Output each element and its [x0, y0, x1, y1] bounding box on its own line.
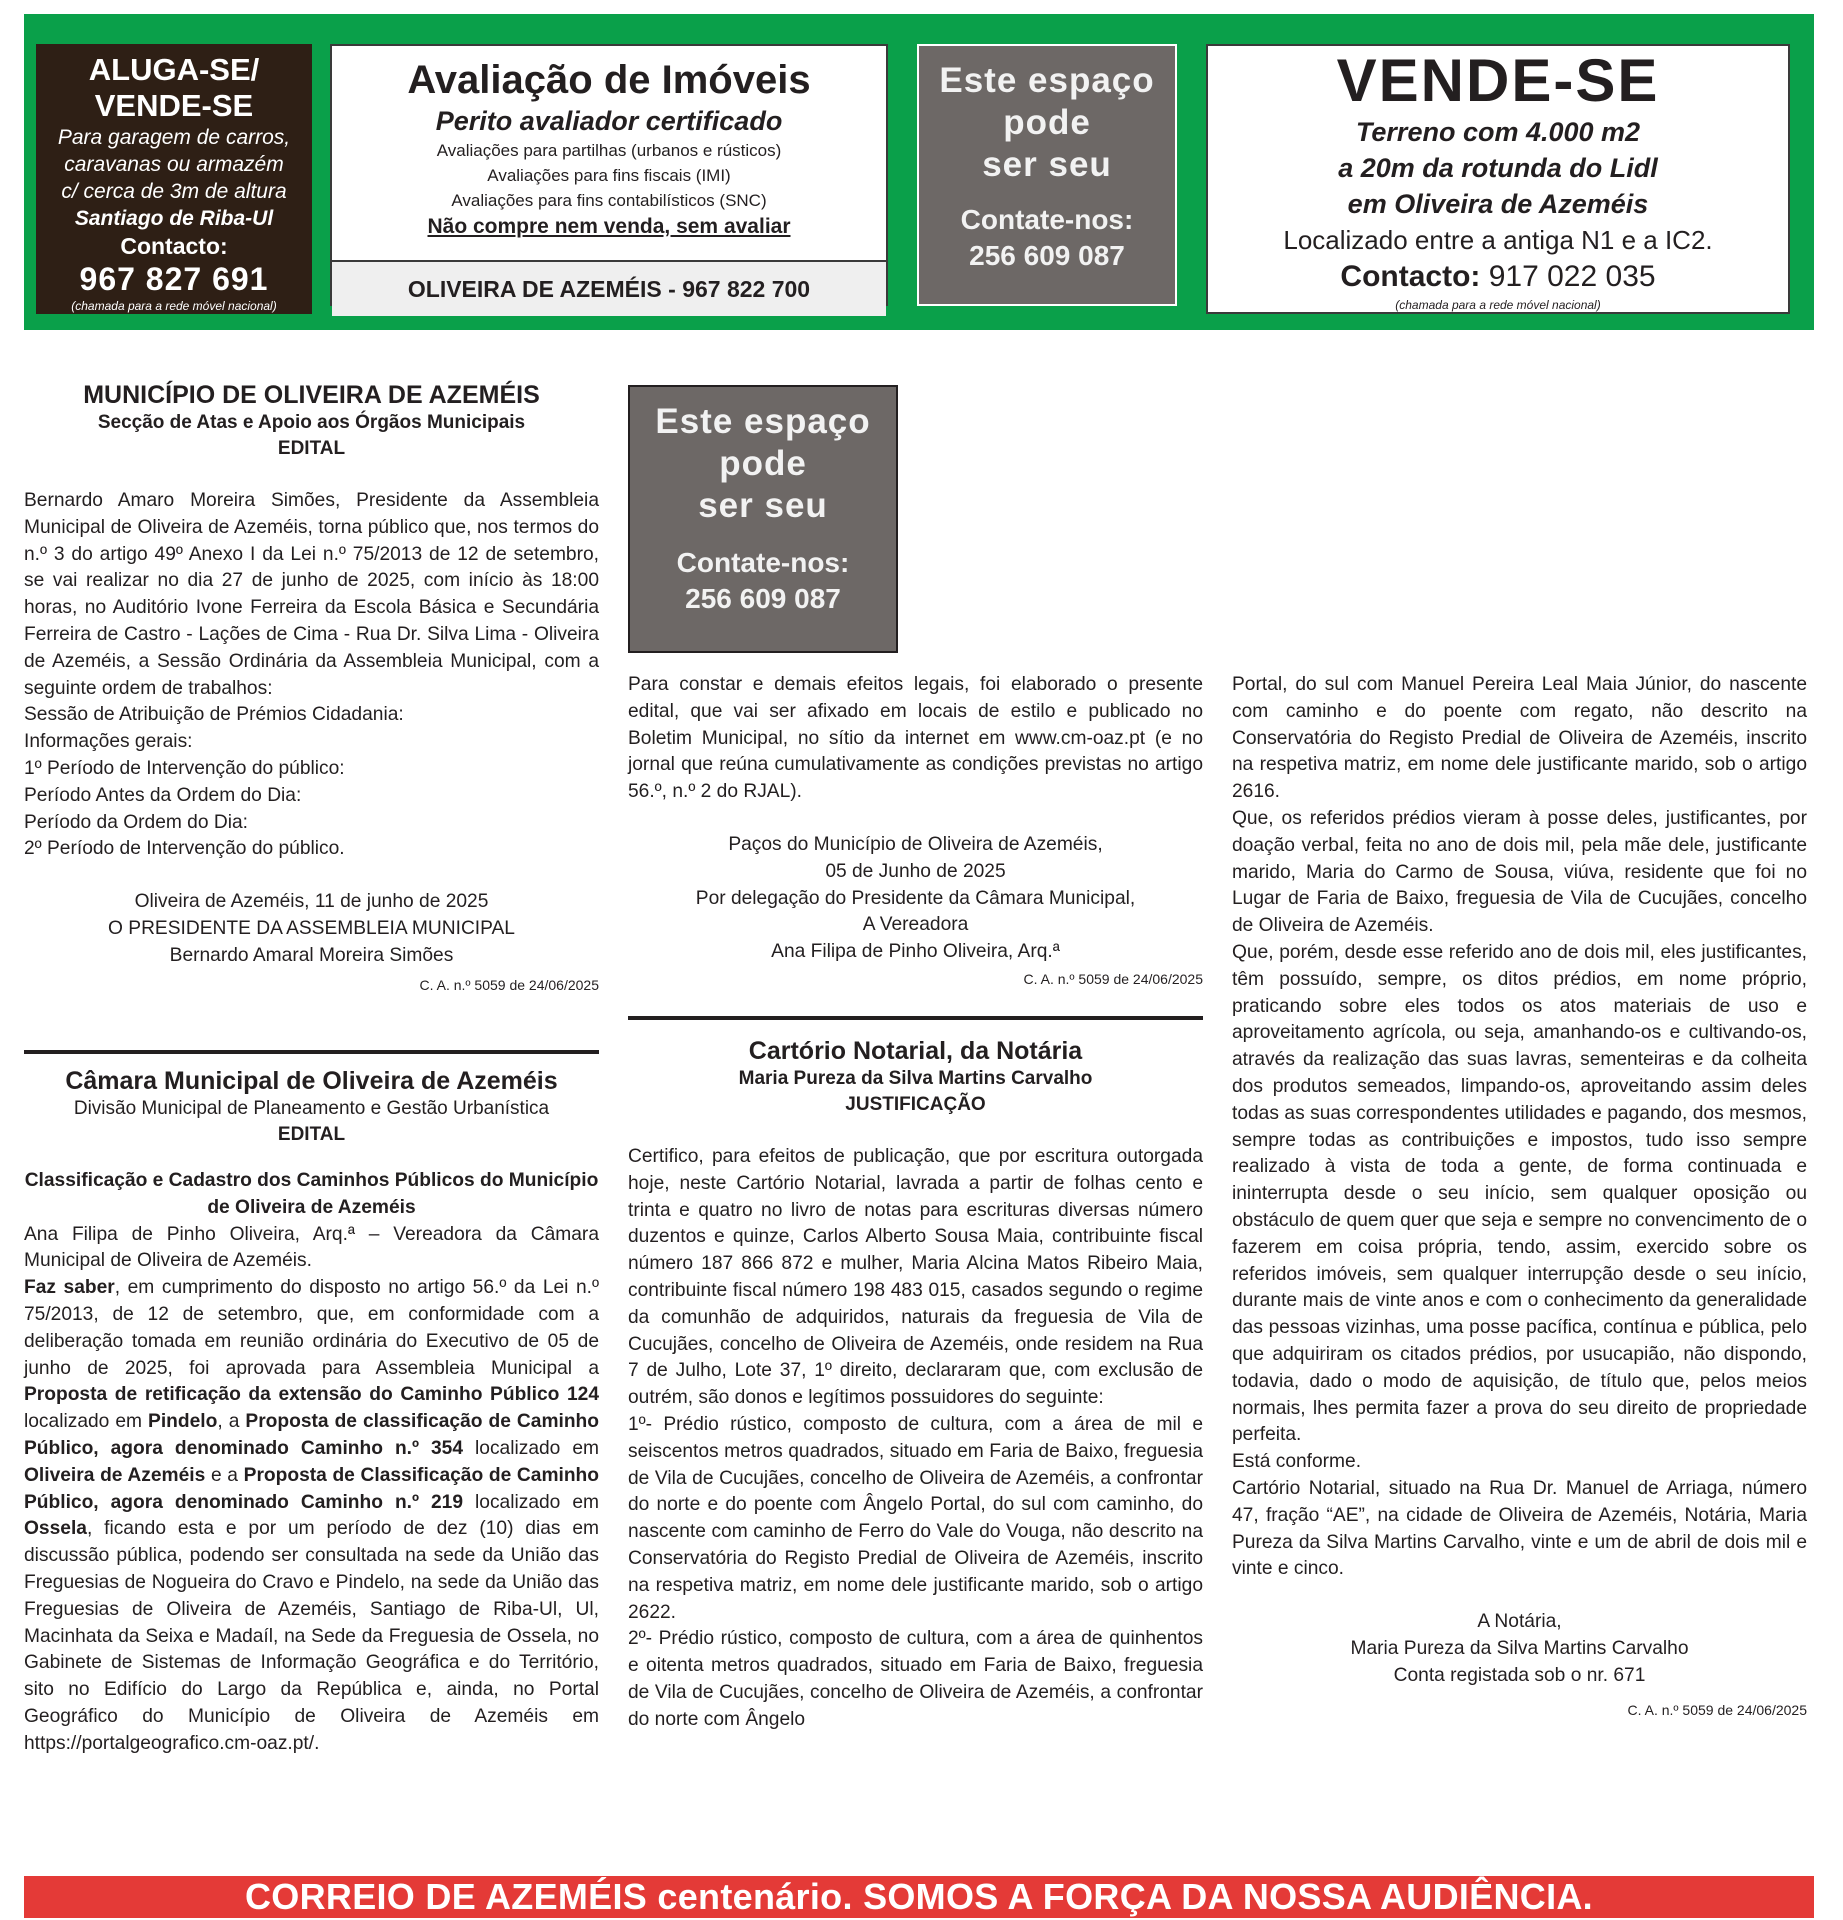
- ad-line: Este espaço: [655, 402, 871, 441]
- edital1-body: Bernardo Amaro Moreira Simões, Presidente da Assembleia Municipal de Oliveira de Azeméis, torna público que, nos termos do n.º 3 do artigo 49º Anexo I da Lei n.º 75/2013 de 12 de setembro, se vai realizar no dia 27 de junho de 2025, com início às 18:00 horas, no Auditório Ivone Ferreira da Escola Básica e Secundária Ferreira de Castro - Lações de Cima - Rua Dr. Silva Lima - Oliveira de Azeméis, a Sessão Ordinária da Assembleia Municipal, com a seguinte ordem de trabalhos:: [24, 490, 599, 699]
- cartorio-type: JUSTIFICAÇÃO: [845, 1094, 986, 1115]
- notaria-account: Conta registada sob o nr. 671: [1393, 1664, 1646, 1686]
- ad-phone: 256 609 087: [969, 240, 1125, 271]
- edital1-ref: C. A. n.º 5059 de 24/06/2025: [419, 976, 599, 993]
- ad-line: Terreno com 4.000 m2: [1355, 117, 1641, 147]
- ad-avaliacao: [330, 44, 888, 306]
- ad-line: a 20m da rotunda do Lidl: [1338, 153, 1658, 183]
- cartorio-p5: Que, os referidos prédios vieram à posse deles, justificantes, por doação verbal, feita no ano de dois mil, pela mãe dele, justificante marido, Maria do Carmo de Sousa, viúva, residente que foi no Lugar de Faria de Baixo, freguesia de Vila de Cucujães, concelho de Oliveira de Azeméis.: [1232, 807, 1807, 937]
- edital2-type: EDITAL: [277, 1124, 346, 1145]
- footer-banner: CORREIO DE AZEMÉIS centenário. SOMOS A FORÇA DA NOSSA AUDIÊNCIA.: [24, 1876, 1814, 1918]
- ad-vende: [1206, 44, 1790, 314]
- sign-line: A Vereadora: [862, 914, 969, 936]
- ad-slogan: Não compre nem venda, sem avaliar: [427, 215, 791, 238]
- ad-title-line1: ALUGA-SE/: [88, 52, 260, 87]
- ad-title: Avaliação de Imóveis: [407, 58, 811, 102]
- ad-line: Avaliações para fins fiscais (IMI): [487, 166, 731, 185]
- ad-phone: 967 827 691: [79, 261, 269, 297]
- ad-title-line2: VENDE-SE: [94, 88, 254, 123]
- edital1-item: 2º Período de Intervenção do público.: [24, 838, 345, 860]
- ad-espaco: [917, 44, 1177, 306]
- cartorio-p7: Está conforme.: [1232, 1451, 1362, 1473]
- ad-note: (chamada para a rede móvel nacional): [71, 299, 277, 313]
- edital2-title: Câmara Municipal de Oliveira de Azeméis: [65, 1067, 558, 1095]
- ad-desc1: Para garagem de carros,: [57, 126, 291, 149]
- ad-contact-label: Contacto:: [1340, 260, 1481, 293]
- edital2-continuation: Para constar e demais efeitos legais, foi elaborado o presente edital, que vai ser afixado em locais de estilo e publicado no Boletim Municipal, no sítio da internet em www.cm-oaz.pt (e no jornal que reúna cumulativamente as condições previstas no artigo 56.º, n.º 2 do RJAL).: [628, 674, 1203, 803]
- edital1-title: MUNICÍPIO DE OLIVEIRA DE AZEMÉIS: [83, 381, 540, 409]
- cartorio-ref: C. A. n.º 5059 de 24/06/2025: [1627, 1702, 1807, 1719]
- ad-line: ser seu: [982, 145, 1112, 184]
- edital1-subtitle: Secção de Atas e Apoio aos Órgãos Municipais: [97, 412, 526, 433]
- cartorio-p6: Que, porém, desde esse referido ano de dois mil, eles justificantes, têm possuído, sempre, os ditos prédios, em nome próprio, praticando sobre eles todos os atos materiais de uso e aproveitamento agrícola, ou seja, amanhando-os e cultivando-os, através da realização das suas lavras, sementeiras e da colheita dos produtos semeados, limpando-os, aproveitando assim deles todas as suas correspondentes utilidades e pagando, dos mesmos, sempre todas as contribuições e impostos, tudo isso sempre realizado à vista de toda a gente, de forma continuada e ininterrupta desde o seu início, sem qualquer oposição ou obstáculo de quem quer que seja e sempre no convencimento de o fazerem em coisa própria, tendo, assim, exercido sobre os referidos imóveis, sem qualquer interrupção desde o seu início, durante mais de vinte anos e com o conhecimento da generalidade das pessoas vizinhas, uma posse pacífica, contínua e pública, pelo que adquiriram os citados prédios, por usucapião, não dispondo, todavia, dado o modo de aquisição, de título que, pelos meios normais, lhes permita fazer a prova do seu direito de propriedade perfeita.: [1232, 941, 1807, 1446]
- edital2-heading: Classificação e Cadastro dos Caminhos Públicos do Município de Oliveira de Azeméis: [24, 1170, 599, 1218]
- column-2: [628, 672, 1203, 990]
- cartorio-p3: 2º- Prédio rústico, composto de cultura, com a área de quinhentos e oitenta metros quadrados, situado em Faria de Baixo, freguesia de Vila de Cucujães, concelho de Oliveira de Azeméis, a confrontar do norte com Ângelo: [628, 1628, 1203, 1730]
- ad-title: VENDE-SE: [1336, 47, 1660, 114]
- ad-espaco-inline: [628, 385, 898, 653]
- cartorio-p2: 1º- Prédio rústico, composto de cultura, com a área de mil e seiscentos metros quadrados, situado em Faria de Baixo, freguesia de Vila de Cucujães, concelho de Oliveira de Azeméis, a confrontar do norte e do poente com Ângelo Portal, do sul com caminho, do nascente com caminho de Ferro do Vale do Vouga, não descrito na Conservatória do Registo Predial de Oliveira de Azeméis, inscrito na respetiva matriz, em nome dele justificante marido, sob o artigo 2622.: [628, 1413, 1203, 1623]
- section-divider: [628, 1016, 1203, 1020]
- ad-line: Avaliações para fins contabilísticos (SNC): [451, 191, 767, 210]
- column-2-cartorio: [628, 1036, 1203, 1734]
- edital2-ref: C. A. n.º 5059 de 24/06/2025: [1023, 970, 1203, 987]
- ad-footer: OLIVEIRA DE AZEMÉIS - 967 822 700: [332, 260, 886, 316]
- ad-line: Localizado entre a antiga N1 e a IC2.: [1283, 225, 1713, 255]
- ad-aluga-vende: [36, 44, 312, 314]
- sign-line: 05 de Junho de 2025: [825, 860, 1006, 882]
- cartorio-p8: Cartório Notarial, situado na Rua Dr. Manuel de Arriaga, número 47, fração “AE”, na cidade de Oliveira de Azeméis, Notária, Maria Pureza da Silva Martins Carvalho, vinte e um de abril de dois mil e vinte e cinco.: [1232, 1477, 1807, 1580]
- cartorio-p1: Certifico, para efeitos de publicação, que por escritura outorgada hoje, neste Cartório Notarial, lavrada a partir de folhas cento e trinta e quatro no livro de notas para escrituras diversas número duzentos e quinze, Carlos Alberto Sousa Maia, contribuinte fiscal número 187 866 872 e mulher, Maria Alcina Matos Ribeiro Maia, contribuinte fiscal número 198 483 015, casados segundo o regime da comunhão de adquiridos, naturais da freguesia de Vila de Cucujães, concelho de Oliveira de Azeméis, onde residem na Rua 7 de Julho, Lote 37, 1º direito, declararam que, com exclusão de outrém, são donos e legítimos possuidores do seguinte:: [628, 1146, 1203, 1409]
- edital2-intro: Ana Filipa de Pinho Oliveira, Arq.ª – Vereadora da Câmara Municipal de Oliveira de Azeméis.: [24, 1223, 599, 1272]
- ad-line: Avaliações para partilhas (urbanos e rústicos): [436, 141, 782, 160]
- column-3: [1232, 672, 1807, 1721]
- edital1-sign-place: Oliveira de Azeméis, 11 de junho de 2025: [134, 891, 489, 913]
- edital1-item: Sessão de Atribuição de Prémios Cidadania:: [24, 704, 404, 726]
- ad-band: [24, 14, 1814, 330]
- cartorio-p4: Portal, do sul com Manuel Pereira Leal Maia Júnior, do nascente com caminho e do poente com regato, não descrito na Conservatória do Registo Predial de Oliveira de Azeméis, inscrito na respetiva matriz, em nome dele justificante marido, sob o artigo 2616.: [1232, 674, 1807, 803]
- sign-line: Ana Filipa de Pinho Oliveira, Arq.ª: [771, 941, 1060, 963]
- edital1-sign-role: O PRESIDENTE DA ASSEMBLEIA MUNICIPAL: [108, 917, 515, 939]
- edital1-sign-name: Bernardo Amaral Moreira Simões: [169, 944, 454, 966]
- edital2-subtitle: Divisão Municipal de Planeamento e Gestão Urbanística: [73, 1098, 550, 1119]
- ad-line: pode: [719, 444, 807, 483]
- notaria-sign: A Notária,: [1477, 1611, 1562, 1633]
- section-divider: [24, 1050, 599, 1054]
- sign-line: Paços do Município de Oliveira de Azeméis,: [728, 833, 1103, 855]
- ad-line: em Oliveira de Azeméis: [1347, 189, 1649, 219]
- ad-subtitle: Perito avaliador certificado: [435, 106, 783, 136]
- notaria-name: Maria Pureza da Silva Martins Carvalho: [1350, 1637, 1689, 1659]
- edital1-item: Período da Ordem do Dia:: [24, 811, 248, 833]
- ad-line: ser seu: [698, 486, 828, 525]
- ad-note: (chamada para a rede móvel nacional): [1395, 298, 1601, 312]
- cartorio-title: Cartório Notarial, da Notária: [748, 1037, 1083, 1065]
- edital1-item: Período Antes da Ordem do Dia:: [24, 784, 302, 806]
- ad-line: pode: [1003, 103, 1091, 142]
- ad-contact: [1208, 258, 1788, 296]
- edital1-item: 1º Período de Intervenção do público:: [24, 757, 345, 779]
- column-1: [24, 380, 599, 996]
- ad-desc3: c/ cerca de 3m de altura: [61, 180, 287, 203]
- ad-contact-label: Contate-nos:: [960, 204, 1134, 235]
- edital1-type: EDITAL: [277, 438, 346, 459]
- sign-line: Por delegação do Presidente da Câmara Municipal,: [695, 887, 1136, 909]
- ad-desc2: caravanas ou armazém: [64, 153, 284, 176]
- ad-line: Este espaço: [939, 61, 1155, 100]
- edital1-item: Informações gerais:: [24, 731, 193, 753]
- ad-phone: 917 022 035: [1488, 260, 1656, 293]
- edital2-body: Faz saber, em cumprimento do disposto no artigo 56.º da Lei n.º 75/2013, de 12 de setembro, que, em conformidade com a deliberação tomada em reunião ordinária do Executivo de 05 de junho de 2025, foi aprovada para Assembleia Municipal a Proposta de retificação da extensão do Caminho Público 124 localizado em Pindelo, a Proposta de classificação de Caminho Público, agora denominado Caminho n.º 354 localizado em Oliveira de Azeméis e a Proposta de Classificação de Caminho Público, agora denominado Caminho n.º 219 localizado em Ossela, ficando esta e por um período de dez (10) dias em discussão pública, podendo ser consultada na sede da União das Freguesias de Nogueira do Cravo e Pindelo, na sede da União das Freguesias de Oliveira de Azeméis, Santiago de Riba-Ul, Ul, Macinhata da Seixa e Madaíl, na Sede da Freguesia de Ossela, no Gabinete de Sistemas de Informação Geográfica e do Território, sito no Edifício do Largo da República e, ainda, no Portal Geográfico do Município de Oliveira de Azeméis em https://portalgeografico.cm-oaz.pt/.: [24, 1277, 599, 1754]
- cartorio-subtitle: Maria Pureza da Silva Martins Carvalho: [738, 1068, 1093, 1089]
- column-1-edital2: [24, 1066, 599, 1758]
- ad-contact-label: Contate-nos:: [676, 547, 850, 578]
- ad-phone: 256 609 087: [685, 583, 841, 614]
- ad-contact-label: Contacto:: [120, 233, 228, 259]
- ad-location: Santiago de Riba-Ul: [74, 207, 274, 230]
